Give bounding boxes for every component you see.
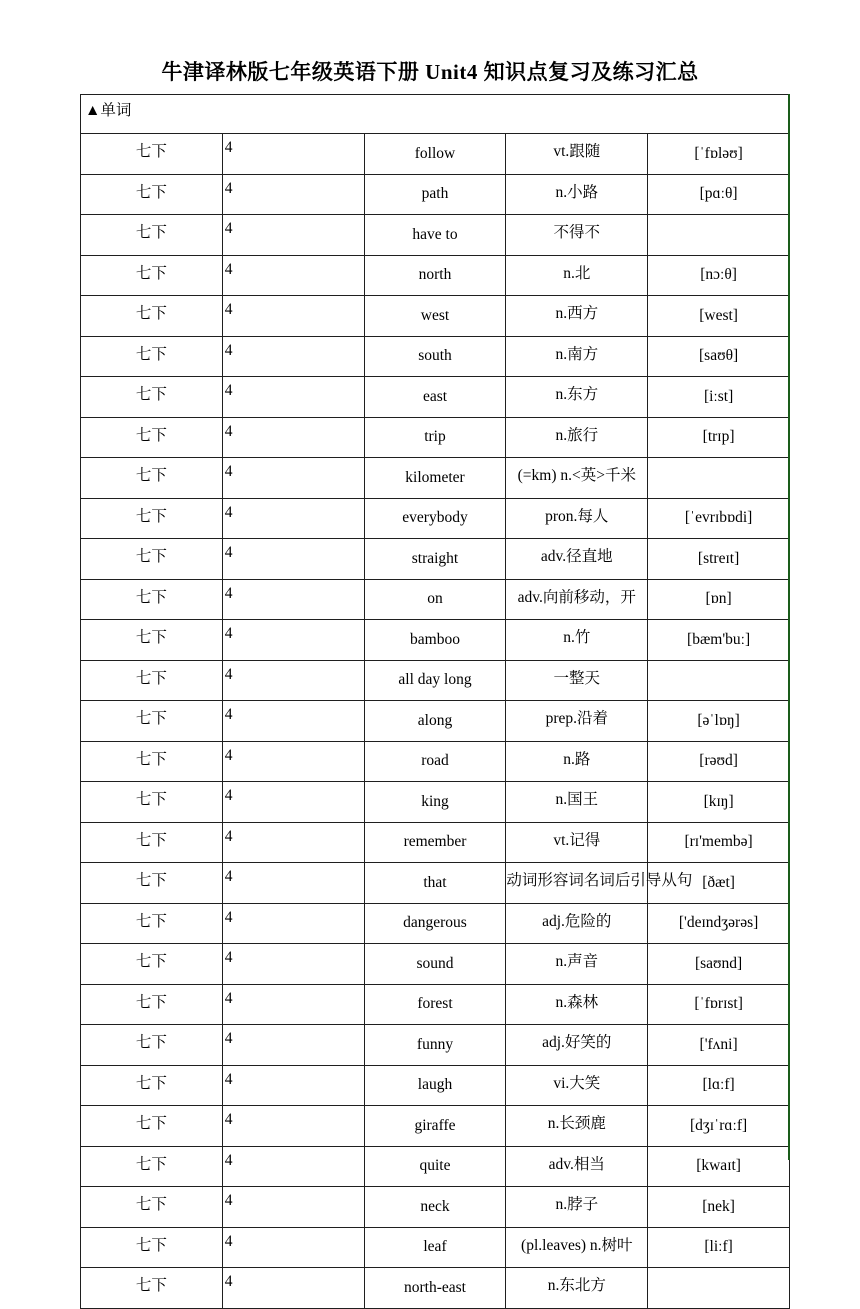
- table-row: [81, 498, 790, 539]
- word-cell: east: [364, 377, 506, 418]
- table-row: [81, 620, 790, 661]
- grade-cell: 七下: [81, 1187, 223, 1228]
- phonetic-cell: [rəʊd]: [648, 741, 790, 782]
- word-cell: south: [364, 336, 506, 377]
- meaning-cell: vt.记得: [506, 822, 648, 863]
- word-cell: on: [364, 579, 506, 620]
- meaning-cell: adj.好笑的: [506, 1025, 648, 1066]
- table-row: [81, 215, 790, 256]
- phonetic-cell: [iːst]: [648, 377, 790, 418]
- meaning-cell: n.国王: [506, 782, 648, 823]
- phonetic-cell: [rɪ'membə]: [648, 822, 790, 863]
- grade-cell: 七下: [81, 579, 223, 620]
- grade-cell: 七下: [81, 215, 223, 256]
- unit-cell: 4: [222, 1187, 364, 1228]
- meaning-cell: vt.跟随: [506, 134, 648, 175]
- table-row: [81, 863, 790, 904]
- meaning-cell: adv.向前移动，开: [506, 579, 648, 620]
- table-row: [81, 377, 790, 418]
- phonetic-cell: [648, 660, 790, 701]
- phonetic-cell: [ˈfɒləʊ]: [648, 134, 790, 175]
- meaning-cell: adv.相当: [506, 1146, 648, 1187]
- grade-cell: 七下: [81, 1025, 223, 1066]
- unit-cell: 4: [222, 701, 364, 742]
- grade-cell: 七下: [81, 174, 223, 215]
- section-label: ▲单词: [81, 95, 790, 134]
- table-row: [81, 579, 790, 620]
- phonetic-cell: [ˈevrɪbɒdi]: [648, 498, 790, 539]
- grade-cell: 七下: [81, 255, 223, 296]
- grade-cell: 七下: [81, 539, 223, 580]
- unit-cell: 4: [222, 903, 364, 944]
- word-cell: road: [364, 741, 506, 782]
- meaning-cell: 一整天: [506, 660, 648, 701]
- grade-cell: 七下: [81, 417, 223, 458]
- phonetic-cell: ['deɪndʒərəs]: [648, 903, 790, 944]
- meaning-cell: n.东北方: [506, 1268, 648, 1309]
- grade-cell: 七下: [81, 822, 223, 863]
- unit-cell: 4: [222, 417, 364, 458]
- phonetic-cell: [dʒɪˈrɑːf]: [648, 1106, 790, 1147]
- meaning-cell: n.小路: [506, 174, 648, 215]
- unit-cell: 4: [222, 134, 364, 175]
- grade-cell: 七下: [81, 1146, 223, 1187]
- word-cell: north-east: [364, 1268, 506, 1309]
- phonetic-cell: [saʊθ]: [648, 336, 790, 377]
- phonetic-cell: [west]: [648, 296, 790, 337]
- phonetic-cell: [trɪp]: [648, 417, 790, 458]
- meaning-cell: adj.危险的: [506, 903, 648, 944]
- unit-cell: 4: [222, 741, 364, 782]
- table-row: [81, 174, 790, 215]
- word-cell: along: [364, 701, 506, 742]
- word-cell: dangerous: [364, 903, 506, 944]
- unit-cell: 4: [222, 174, 364, 215]
- word-cell: north: [364, 255, 506, 296]
- table-row: [81, 134, 790, 175]
- meaning-cell: n.长颈鹿: [506, 1106, 648, 1147]
- word-cell: kilometer: [364, 458, 506, 499]
- grade-cell: 七下: [81, 1106, 223, 1147]
- meaning-cell: n.脖子: [506, 1187, 648, 1228]
- phonetic-cell: [nɔːθ]: [648, 255, 790, 296]
- unit-cell: 4: [222, 1106, 364, 1147]
- word-cell: have to: [364, 215, 506, 256]
- unit-cell: 4: [222, 660, 364, 701]
- phonetic-cell: [ɒn]: [648, 579, 790, 620]
- word-cell: that: [364, 863, 506, 904]
- grade-cell: 七下: [81, 498, 223, 539]
- word-cell: sound: [364, 944, 506, 985]
- meaning-cell: n.南方: [506, 336, 648, 377]
- unit-cell: 4: [222, 1268, 364, 1309]
- document-title: 牛津译林版七年级英语下册 Unit4 知识点复习及练习汇总: [161, 60, 699, 84]
- phonetic-cell: [kwaɪt]: [648, 1146, 790, 1187]
- grade-cell: 七下: [81, 458, 223, 499]
- word-cell: quite: [364, 1146, 506, 1187]
- meaning-cell: n.森林: [506, 984, 648, 1025]
- unit-cell: 4: [222, 296, 364, 337]
- word-cell: bamboo: [364, 620, 506, 661]
- unit-cell: 4: [222, 782, 364, 823]
- meaning-cell: prep.沿着: [506, 701, 648, 742]
- grade-cell: 七下: [81, 903, 223, 944]
- grade-cell: 七下: [81, 1268, 223, 1309]
- table-row: [81, 903, 790, 944]
- meaning-cell: n.西方: [506, 296, 648, 337]
- table-row: [81, 296, 790, 337]
- grade-cell: 七下: [81, 984, 223, 1025]
- word-cell: path: [364, 174, 506, 215]
- word-cell: leaf: [364, 1227, 506, 1268]
- table-row: [81, 1025, 790, 1066]
- phonetic-cell: [ðæt]: [648, 863, 790, 904]
- meaning-cell: pron.每人: [506, 498, 648, 539]
- word-cell: west: [364, 296, 506, 337]
- grade-cell: 七下: [81, 377, 223, 418]
- grade-cell: 七下: [81, 1065, 223, 1106]
- word-cell: king: [364, 782, 506, 823]
- phonetic-cell: [streɪt]: [648, 539, 790, 580]
- table-row: [81, 1146, 790, 1187]
- phonetic-cell: [liːf]: [648, 1227, 790, 1268]
- word-cell: everybody: [364, 498, 506, 539]
- phonetic-cell: [648, 458, 790, 499]
- grade-cell: 七下: [81, 741, 223, 782]
- unit-cell: 4: [222, 1227, 364, 1268]
- word-cell: remember: [364, 822, 506, 863]
- table-right-border: [788, 94, 790, 1160]
- table-row: [81, 1227, 790, 1268]
- meaning-cell: 动词形容词名词后引导从句: [506, 863, 648, 904]
- phonetic-cell: ['fʌni]: [648, 1025, 790, 1066]
- meaning-cell: (pl.leaves) n.树叶: [506, 1227, 648, 1268]
- word-cell: straight: [364, 539, 506, 580]
- unit-cell: 4: [222, 1065, 364, 1106]
- grade-cell: 七下: [81, 944, 223, 985]
- vocabulary-table: [80, 94, 790, 1309]
- meaning-cell: adv.径直地: [506, 539, 648, 580]
- meaning-cell: n.东方: [506, 377, 648, 418]
- grade-cell: 七下: [81, 134, 223, 175]
- word-cell: giraffe: [364, 1106, 506, 1147]
- table-row: [81, 1065, 790, 1106]
- grade-cell: 七下: [81, 863, 223, 904]
- meaning-cell: (=km) n.<英>千米: [506, 458, 648, 499]
- meaning-cell: n.北: [506, 255, 648, 296]
- meaning-cell: n.路: [506, 741, 648, 782]
- unit-cell: 4: [222, 620, 364, 661]
- unit-cell: 4: [222, 498, 364, 539]
- table-row: [81, 255, 790, 296]
- meaning-cell: vi.大笑: [506, 1065, 648, 1106]
- meaning-cell: n.声音: [506, 944, 648, 985]
- table-row: [81, 458, 790, 499]
- table-row: [81, 417, 790, 458]
- word-cell: funny: [364, 1025, 506, 1066]
- word-cell: all day long: [364, 660, 506, 701]
- grade-cell: 七下: [81, 660, 223, 701]
- grade-cell: 七下: [81, 1227, 223, 1268]
- phonetic-cell: [əˈlɒŋ]: [648, 701, 790, 742]
- phonetic-cell: [pɑːθ]: [648, 174, 790, 215]
- word-cell: laugh: [364, 1065, 506, 1106]
- word-cell: forest: [364, 984, 506, 1025]
- phonetic-cell: [saʊnd]: [648, 944, 790, 985]
- phonetic-cell: [bæm'buː]: [648, 620, 790, 661]
- grade-cell: 七下: [81, 701, 223, 742]
- unit-cell: 4: [222, 336, 364, 377]
- table-row: [81, 1106, 790, 1147]
- unit-cell: 4: [222, 458, 364, 499]
- section-header-row: [81, 95, 790, 134]
- grade-cell: 七下: [81, 782, 223, 823]
- phonetic-cell: [ˈfɒrɪst]: [648, 984, 790, 1025]
- unit-cell: 4: [222, 215, 364, 256]
- unit-cell: 4: [222, 579, 364, 620]
- table-row: [81, 1268, 790, 1309]
- unit-cell: 4: [222, 984, 364, 1025]
- grade-cell: 七下: [81, 336, 223, 377]
- unit-cell: 4: [222, 1146, 364, 1187]
- table-row: [81, 741, 790, 782]
- phonetic-cell: [lɑːf]: [648, 1065, 790, 1106]
- table-row: [81, 944, 790, 985]
- table-row: [81, 984, 790, 1025]
- unit-cell: 4: [222, 944, 364, 985]
- unit-cell: 4: [222, 863, 364, 904]
- table-row: [81, 782, 790, 823]
- word-cell: follow: [364, 134, 506, 175]
- meaning-cell: n.竹: [506, 620, 648, 661]
- table-row: [81, 701, 790, 742]
- table-row: [81, 539, 790, 580]
- unit-cell: 4: [222, 539, 364, 580]
- word-cell: neck: [364, 1187, 506, 1228]
- unit-cell: 4: [222, 377, 364, 418]
- unit-cell: 4: [222, 255, 364, 296]
- meaning-cell: n.旅行: [506, 417, 648, 458]
- table-row: [81, 336, 790, 377]
- phonetic-cell: [kɪŋ]: [648, 782, 790, 823]
- table-row: [81, 1187, 790, 1228]
- grade-cell: 七下: [81, 296, 223, 337]
- phonetic-cell: [nek]: [648, 1187, 790, 1228]
- table-row: [81, 822, 790, 863]
- grade-cell: 七下: [81, 620, 223, 661]
- word-cell: trip: [364, 417, 506, 458]
- unit-cell: 4: [222, 822, 364, 863]
- meaning-cell: 不得不: [506, 215, 648, 256]
- table-row: [81, 660, 790, 701]
- phonetic-cell: [648, 1268, 790, 1309]
- phonetic-cell: [648, 215, 790, 256]
- unit-cell: 4: [222, 1025, 364, 1066]
